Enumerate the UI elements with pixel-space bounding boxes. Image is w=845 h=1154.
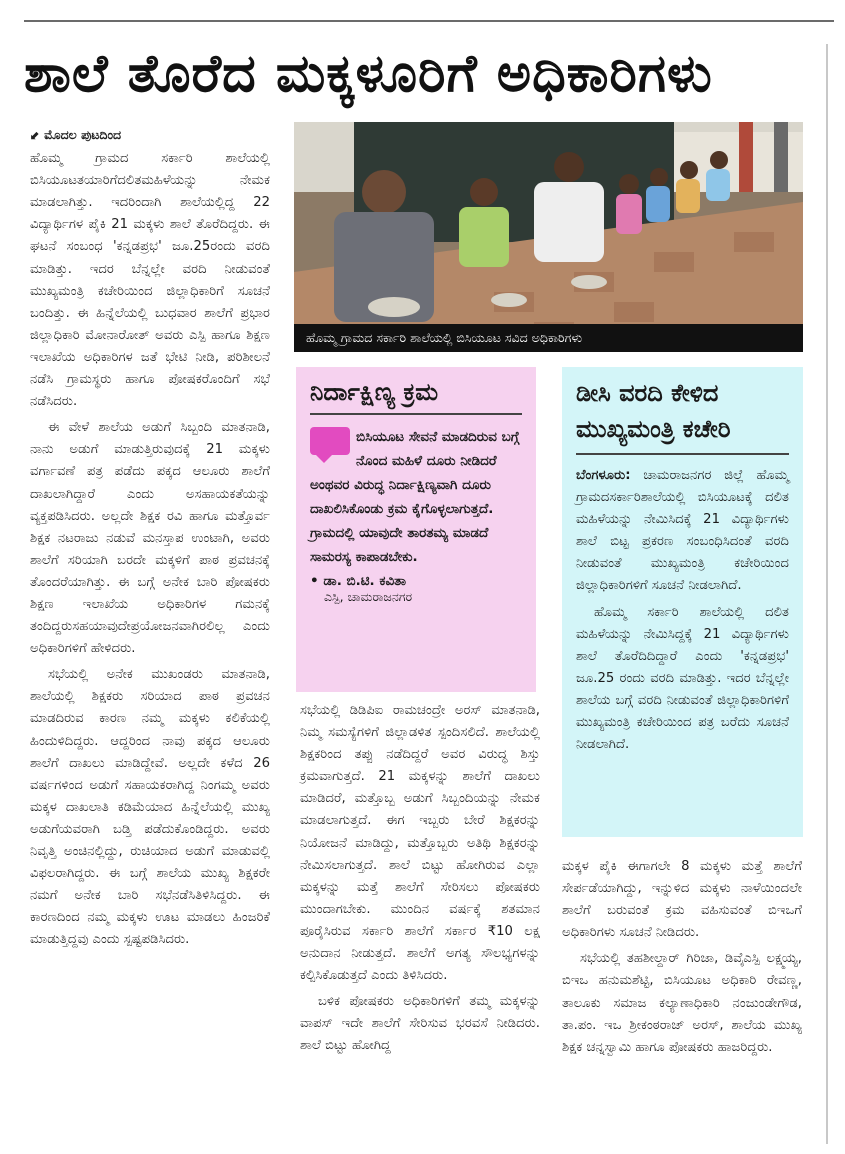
paragraph: ಸಭೆಯಲ್ಲಿ ಡಿಡಿಪಿಐ ರಾಮಚಂದ್ರೇ ಅರಸ್ ಮಾತನಾಡಿ, ನಿಮ್ಮ ಸಮಸ್ಯೆಗಳಿಗೆ ಜಿಲ್ಲಾಡಳಿತ ಸ್ಪಂದಿಸಲಿದೆ. ಶಾಲೆಯಲ್ಲಿ ಶಿಕ್ಷಕರಿಂದ ತಪ್ಪು ನಡೆದಿದ್ದರೆ ಅವರ ವಿರುದ್ಧ ಶಿಸ್ತು ಕ್ರಮವಾಗುತ್ತದೆ. 21 ಮಕ್ಕಳನ್ನು ಶಾಲೆಗೆ ದಾಖಲು ಮಾಡಿದರೆ, ಮತ್ತೊಬ್ಬ ಅಡುಗೆ ಸಿಬ್ಬಂದಿಯನ್ನು ನೇಮಕ ಮಾಡಲಾಗುತ್ತದೆ. ಈಗ ಇಬ್ಬರು ಬೇರೆ ಶಿಕ್ಷಕರನ್ನು ನಿಯೋಜನೆ ಮಾಡಿದ್ದು, ಮತ್ತೊಬ್ಬರು ಅತಿಥಿ ಶಿಕ್ಷಕರನ್ನು ನೇಮಿಸಲಾಗುತ್ತದೆ. ಶಾಲೆ ಬಿಟ್ಟು ಹೋಗಿರುವ ಎಲ್ಲಾ ಮಕ್ಕಳನ್ನು ಮತ್ತೆ ಶಾಲೆಗೆ ಸೇರಿಸಲು ಪೋಷಕರು ಮುಂದಾಗಬೇಕು. ಮುಂದಿನ ವರ್ಷಕ್ಕೆ ಶತಮಾನ ಪೂರೈಸಿರುವ ಸರ್ಕಾರಿ ಶಾಲೆಗೆ ಸರ್ಕಾರ ₹10 ಲಕ್ಷ ಅನುದಾನ ನೀಡುತ್ತದೆ. ಶಾಲೆಗೆ ಅಗತ್ಯ ಸೌಲಭ್ಯಗಳನ್ನು ಕಲ್ಪಿಸಿಕೊಡುತ್ತದೆ ಎಂದು ತಿಳಿಸಿದರು.: [300, 703, 540, 984]
dateline: ಬೆಂಗಳೂರು:: [576, 468, 631, 483]
paragraph: [576, 465, 789, 598]
paragraph-text: ಚಾಮರಾಜನಗರ ಜಿಲ್ಲೆ ಹೊಮ್ಮ ಗ್ರಾಮದಸರ್ಕಾರಿಶಾಲೆಯಲ್ಲಿ ಬಿಸಿಯೂಟಕ್ಕೆ ದಲಿತ ಮಹಿಳೆಯನ್ನು ನೇಮಿಸಿದಕ್ಕೆ 21 ವಿದ್ಯಾರ್ಥಿಗಳು ಶಾಲೆ ಬಿಟ್ಟ ಪ್ರಕರಣ ಸಂಬಂಧಿಸಿದಂತೆ ವರದಿ ನೀಡುವಂತೆ ಮುಖ್ಯಮಂತ್ರಿ ಕಚೇರಿಯಿಂದ ಜಿಲ್ಲಾಧಿಕಾರಿಗಳಿಗೆ ಸೂಚನೆ ನೀಡಲಾಗಿದೆ.: [576, 468, 789, 594]
sidebar-box-cm-office: [562, 367, 803, 837]
quote-author-designation: ಎಸ್ಪಿ, ಚಾಮರಾಜನಗರ: [324, 589, 413, 604]
paragraph: ಮಕ್ಕಳ ಪೈಕಿ ಈಗಾಗಲೇ 8 ಮಕ್ಕಳು ಮತ್ತೆ ಶಾಲೆಗೆ ಸೇರ್ಪಡೆಯಾಗಿದ್ದು, ಇನ್ನುಳಿದ ಮಕ್ಕಳು ನಾಳೆಯಿಂದಲೇ ಶಾಲೆಗೆ ಬರುವಂತೆ ಕ್ರಮ ವಹಿಸುವಂತೆ ಬಿಇಒಗೆ ಅಧಿಕಾರಿಗಳು ಸೂಚನೆ ನೀಡಿದರು.: [562, 859, 802, 941]
box-body: [576, 465, 789, 756]
paragraph: ಸಭೆಯಲ್ಲಿ ಅನೇಕ ಮುಖಂಡರು ಮಾತನಾಡಿ, ಶಾಲೆಯಲ್ಲಿ ಶಿಕ್ಷಕರು ಸರಿಯಾದ ಪಾಠ ಪ್ರವಚನ ಮಾಡದಿರುವ ಕಾರಣ ನಮ್ಮ ಮಕ್ಕಳು ಕಲಿಕೆಯಲ್ಲಿ ಹಿಂದುಳಿದಿದ್ದರು. ಆದ್ದರಿಂದ ನಾವು ಪಕ್ಕದ ಆಲೂರು ಶಾಲೆಗೆ ದಾಖಲು ಮಾಡಿದ್ದೇವೆ. ಅಲ್ಲದೇ ಕಳೆದ 26 ವರ್ಷಗಳಿಂದ ಅಡುಗೆ ಸಹಾಯಕರಾಗಿದ್ದ ನಿಂಗಮ್ಮ ಅವರು ಮಕ್ಕಳ ದಾಖಲಾತಿ ಕಡಿಮೆಯಾದ ಹಿನ್ನೆಲೆಯಲ್ಲಿ ಮುಖ್ಯ ಅಡುಗೆಯವರಾಗಿ ಬಡ್ತಿ ಪಡೆದುಕೊಂಡಿದ್ದರು. ಅವರು ನಿವೃತ್ತಿ ಅಂಚಿನಲ್ಲಿದ್ದು, ರುಚಿಯಾದ ಅಡುಗೆ ಮಾಡುವಲ್ಲಿ ವಿಫಲರಾಗಿದ್ದರು. ಈ ಬಗ್ಗೆ ಶಾಲೆಯ ಮುಖ್ಯ ಶಿಕ್ಷಕರೇ ನಮಗೆ ಅನೇಕ ಬಾರಿ ಸಭೆನಡೆಸಿತಿಳಿಸಿದ್ದರು. ಈ ಕಾರಣದಿಂದ ನಮ್ಮ ಮಕ್ಕಳು ಊಟ ಮಾಡಲು ಹಿಂಜರಿಕೆ ಮಾಡುತ್ತಿದ್ದವು ಎಂದು ಸ್ಪಷ್ಟಪಡಿಸಿದರು.: [30, 667, 270, 948]
news-photo: [294, 122, 803, 352]
article-column-3: [562, 856, 802, 1063]
photo-caption: ಹೊಮ್ಮ ಗ್ರಾಮದ ಸರ್ಕಾರಿ ಶಾಲೆಯಲ್ಲಿ ಬಿಸಿಯೂಟ ಸವಿದ ಅಧಿಕಾರಿಗಳು: [294, 324, 803, 352]
headline: ಶಾಲೆ ತೊರೆದ ಮಕ್ಕಳೂರಿಗೆ ಅಧಿಕಾರಿಗಳು: [24, 44, 713, 104]
quote-text: ಬಿಸಿಯೂಟ ಸೇವನೆ ಮಾಡದಿರುವ ಬಗ್ಗೆ ನೊಂದ ಮಹಿಳೆ ದೂರು ನೀಡಿದರೆ ಅಂಥವರ ವಿರುದ್ಧ ನಿರ್ದಾಕ್ಷಿಣ್ಯವಾಗಿ ದೂರು ದಾಖಲಿಸಿಕೊಂಡು ಕ್ರಮ ಕೈಗೊಳ್ಳಲಾಗುತ್ತದೆ. ಗ್ರಾಮದಲ್ಲಿ ಯಾವುದೇ ತಾರತಮ್ಯ ಮಾಡದೆ ಸಾಮರಸ್ಯ ಕಾಪಾಡಬೇಕು.: [310, 429, 520, 565]
box-title-rule: [310, 413, 522, 415]
speech-bubble-icon: [310, 427, 350, 455]
box-title-rule: [576, 453, 789, 455]
continued-label: [30, 124, 270, 146]
top-rule: [24, 20, 834, 22]
page-edge-rule: [826, 44, 828, 1144]
sidebar-box-strict-action: [296, 367, 536, 692]
box-title: ನಿರ್ದಾಕ್ಷಿಣ್ಯ ಕ್ರಮ: [310, 378, 439, 406]
paragraph: ಬಳಿಕ ಪೋಷಕರು ಅಧಿಕಾರಿಗಳಿಗೆ ತಮ್ಮ ಮಕ್ಕಳನ್ನು ವಾಪಸ್ ಇದೇ ಶಾಲೆಗೆ ಸೇರಿಸುವ ಭರವಸೆ ನೀಡಿದರು. ಶಾಲೆ ಬಿಟ್ಟು ಹೋಗಿದ್ದ: [300, 994, 540, 1054]
paragraph: ಹೊಮ್ಮ ಸರ್ಕಾರಿ ಶಾಲೆಯಲ್ಲಿ ದಲಿತ ಮಹಿಳೆಯನ್ನು ನೇಮಿಸಿದ್ದಕ್ಕೆ 21 ವಿದ್ಯಾರ್ಥಿಗಳು ಶಾಲೆ ತೊರೆದಿದಿದ್ದಾರೆ ಎಂದು 'ಕನ್ನಡಪ್ರಭ' ಜೂ.25 ರಂದು ವರದಿ ಮಾಡಿತ್ತು. ಇದರ ಬೆನ್ನಲ್ಲೇ ಶಾಲೆಯ ಬಗ್ಗೆ ವರದಿ ನೀಡುವಂತೆ ಜಿಲ್ಲಾಧಿಕಾರಿಗಳಿಗೆ ಮುಖ್ಯಮಂತ್ರಿ ಕಚೇರಿಯಿಂದ ಪತ್ರ ಬರೆದು ಸೂಚನೆ ನೀಡಲಾಗಿದೆ.: [576, 604, 789, 753]
paragraph: ಹೊಮ್ಮ ಗ್ರಾಮದ ಸರ್ಕಾರಿ ಶಾಲೆಯಲ್ಲಿ ಬಿಸಿಯೂಟತಯಾರಿಗೆದಲಿತಮಹಿಳೆಯನ್ನು ನೇಮಕ ಮಾಡಲಾಗಿತ್ತು. ಇದರಿಂದಾಗಿ ಶಾಲೆಯಲ್ಲಿದ್ದ 22 ವಿದ್ಯಾರ್ಥಿಗಳ ಪೈಕಿ 21 ಮಕ್ಕಳು ಶಾಲೆ ತೊರೆದಿದ್ದರು. ಈ ಘಟನೆ ಸಂಬಂಧ 'ಕನ್ನಡಪ್ರಭ' ಜೂ.25ರಂದು ವರದಿ ಮಾಡಿತ್ತು. ಇದರ ಬೆನ್ನಲ್ಲೇ ವರದಿ ನೀಡುವಂತೆ ಮುಖ್ಯಮಂತ್ರಿ ಕಚೇರಿಯಿಂದ ಜಿಲ್ಲಾಧಿಕಾರಿಗೆ ಸೂಚನೆ ಬಂದಿತ್ತು. ಈ ಹಿನ್ನೆಲೆಯಲ್ಲಿ ಬುಧವಾರ ಶಾಲೆಗೆ ಪ್ರಭಾರ ಜಿಲ್ಲಾಧಿಕಾರಿ ಮೋನಾರೋತ್ ಅವರು ಎಸ್ಪಿ ಹಾಗೂ ಶಿಕ್ಷಣ ಇಲಾಖೆಯ ಅಧಿಕಾರಿಗಳ ಜತೆ ಭೇಟಿ ನೀಡಿ, ಪರಿಶೀಲನೆ ನಡೆಸಿ ಗ್ರಾಮಸ್ಥರು ಹಾಗೂ ಪೋಷಕರೊಂದಿಗೆ ಸಭೆ ನಡೆಸಿದರು.: [30, 151, 270, 410]
quote-author: • ಡಾ. ಬಿ.ಟಿ. ಕವಿತಾ: [310, 573, 407, 589]
article-column-1: [30, 124, 270, 955]
continued-label-text: ಮೊದಲ ಪುಟದಿಂದ: [44, 127, 122, 142]
quote-block: [310, 425, 522, 569]
photo-officials-eating-with-children: [294, 122, 803, 352]
article-column-2: [300, 700, 540, 1062]
box-title: ಡೀಸಿ ವರದಿ ಕೇಳಿದ ಮುಖ್ಯಮಂತ್ರಿ ಕಚೇರಿ: [576, 379, 731, 443]
continue-arrow-icon: ⬋: [30, 128, 41, 142]
paragraph: ಈ ವೇಳೆ ಶಾಲೆಯ ಅಡುಗೆ ಸಿಬ್ಬಂದಿ ಮಾತನಾಡಿ, ನಾನು ಅಡುಗೆ ಮಾಡುತ್ತಿರುವುದಕ್ಕೆ 21 ಮಕ್ಕಳು ವರ್ಗಾವಣೆ ಪತ್ರ ಪಡೆದು ಪಕ್ಕದ ಆಲೂರು ಶಾಲೆಗೆ ದಾಖಲಾಗಿದ್ದಾರೆ ಎಂದು ಅಸಹಾಯಕತೆಯನ್ನು ವ್ಯಕ್ತಪಡಿಸಿದರು. ಅಲ್ಲದೇ ಶಿಕ್ಷಕ ರವಿ ಹಾಗೂ ಮತ್ತೊರ್ವ ಶಿಕ್ಷಕ ನಟರಾಜು ನಡುವೆ ಮನಸ್ತಾಪ ಉಂಟಾಗಿ, ಅವರು ಶಾಲೆಗೆ ಸರಿಯಾಗಿ ಬರದೇ ಮಕ್ಕಳಿಗೆ ಪಾಠ ಪ್ರವಚನಕ್ಕೆ ತೊಂದರೆಯಾಗಿತ್ತು. ಈ ಬಗ್ಗೆ ಅನೇಕ ಬಾರಿ ಪೋಷಕರು ಶಿಕ್ಷಣ ಇಲಾಖೆಯ ಅಧಿಕಾರಿಗಳ ಗಮನಕ್ಕೆ ತಂದಿದ್ದರುಸಹಯಾವುದೇಪ್ರಯೋಜನವಾಗಿರಲಿಲ್ಲ ಎಂದು ಅಧಿಕಾರಿಗಳಿಗೆ ಹೇಳಿದರು.: [30, 420, 270, 657]
paragraph: ಸಭೆಯಲ್ಲಿ ತಹಶೀಲ್ದಾರ್ ಗಿರಿಜಾ, ಡಿವೈಎಸ್ಪಿ ಲಕ್ಷ್ಮಯ್ಯ, ಬಿಇಒ ಹನುಮಶೆಟ್ಟಿ, ಬಿಸಿಯೂಟ ಅಧಿಕಾರಿ ರೇವಣ್ಣ, ತಾಲೂಕು ಸಮಾಜ ಕಲ್ಯಾಣಾಧಿಕಾರಿ ನಂಜುಂಡೇಗೌಡ, ತಾ.ಪಂ. ಇಒ ಶ್ರೀಕಂಠರಾಜ್ ಅರಸ್, ಶಾಲೆಯ ಮುಖ್ಯ ಶಿಕ್ಷಕ ಚನ್ನಸ್ವಾಮಿ ಹಾಗೂ ಪೋಷಕರು ಹಾಜರಿದ್ದರು.: [562, 951, 802, 1055]
